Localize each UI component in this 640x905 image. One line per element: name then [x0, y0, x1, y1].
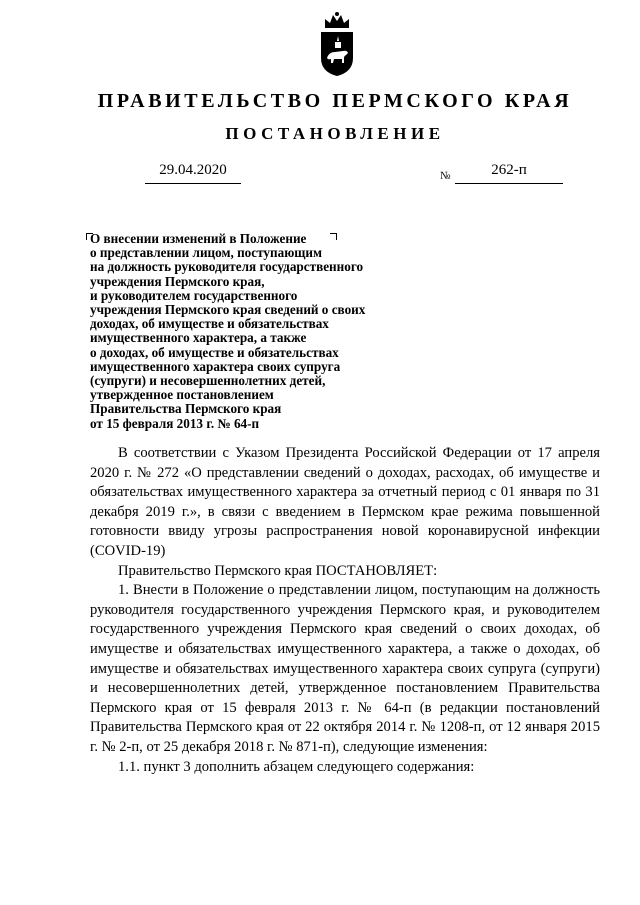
- title-line: учреждения Пермского края сведений о своих: [90, 302, 366, 318]
- resolution-paragraph: Правительство Пермского края ПОСТАНОВЛЯЕТ:: [118, 562, 438, 579]
- clause-1-1-paragraph: 1.1. пункт 3 дополнить абзацем следующего содержания:: [118, 758, 475, 775]
- number-sign: №: [440, 170, 451, 182]
- document-body: [90, 444, 600, 777]
- title-line: о представлении лицом, поступающим: [90, 245, 322, 261]
- title-line: от 15 февраля 2013 г. № 64-п: [90, 415, 260, 431]
- document-number: 262-п: [455, 162, 563, 184]
- title-line: доходах, об имуществе и обязательствах: [90, 316, 329, 332]
- clause-1-paragraph: 1. Внести в Положение о представлении лицом, поступающим на должность руководителя государственного учреждения Пермского края, и руководителем государственного учреждения Пермского края сведений о своих доходах, об имуществе и обязательствах имущественного характера, а также о доходах, об имуществе и обязательствах имущественного характера своих супруга (супруги) и несовершеннолетних детей, утвержденное постановлением Правительства Пермского края от 15 февраля 2013 г. № 64-п (в редакции постановлений Правительства Пермского края от 22 октября 2014 г. № 1208-п, от 12 января 2015 г. № 2-п, от 25 декабря 2018 г. № 871-п), следующие изменения:: [90, 582, 600, 755]
- document-type: ПОСТАНОВЛЕНИЕ: [225, 124, 445, 143]
- title-line: Правительства Пермского края: [90, 401, 282, 417]
- title-line: (супруги) и несовершеннолетних детей,: [90, 373, 326, 389]
- title-line: и руководителем государственного: [90, 287, 298, 303]
- title-line: о доходах, об имуществе и обязательствах: [90, 344, 339, 360]
- title-line: на должность руководителя государственного: [90, 259, 364, 275]
- title-line: учреждения Пермского края,: [90, 273, 265, 289]
- document-date: 29.04.2020: [145, 162, 241, 184]
- organization-name: ПРАВИТЕЛЬСТВО ПЕРМСКОГО КРАЯ: [97, 90, 573, 112]
- title-line: имущественного характера своих супруга: [90, 358, 341, 374]
- coat-of-arms-icon: [317, 10, 357, 78]
- preamble-paragraph: В соответствии с Указом Президента Российской Федерации от 17 апреля 2020 г. № 272 «О представлении сведений о доходах, расходах, об имуществе и обязательствах имущественного характера за отчетный период с 01 января по 31 декабря 2019 г.», в связи с введением в Пермском крае режима повышенной готовности ввиду угрозы распространения новой коронавирусной инфекции (COVID-19): [90, 445, 600, 559]
- document-title: [90, 232, 410, 431]
- title-line: утвержденное постановлением: [90, 387, 274, 403]
- title-line: имущественного характера, а также: [90, 330, 307, 346]
- title-line: О внесении изменений в Положение: [90, 231, 307, 246]
